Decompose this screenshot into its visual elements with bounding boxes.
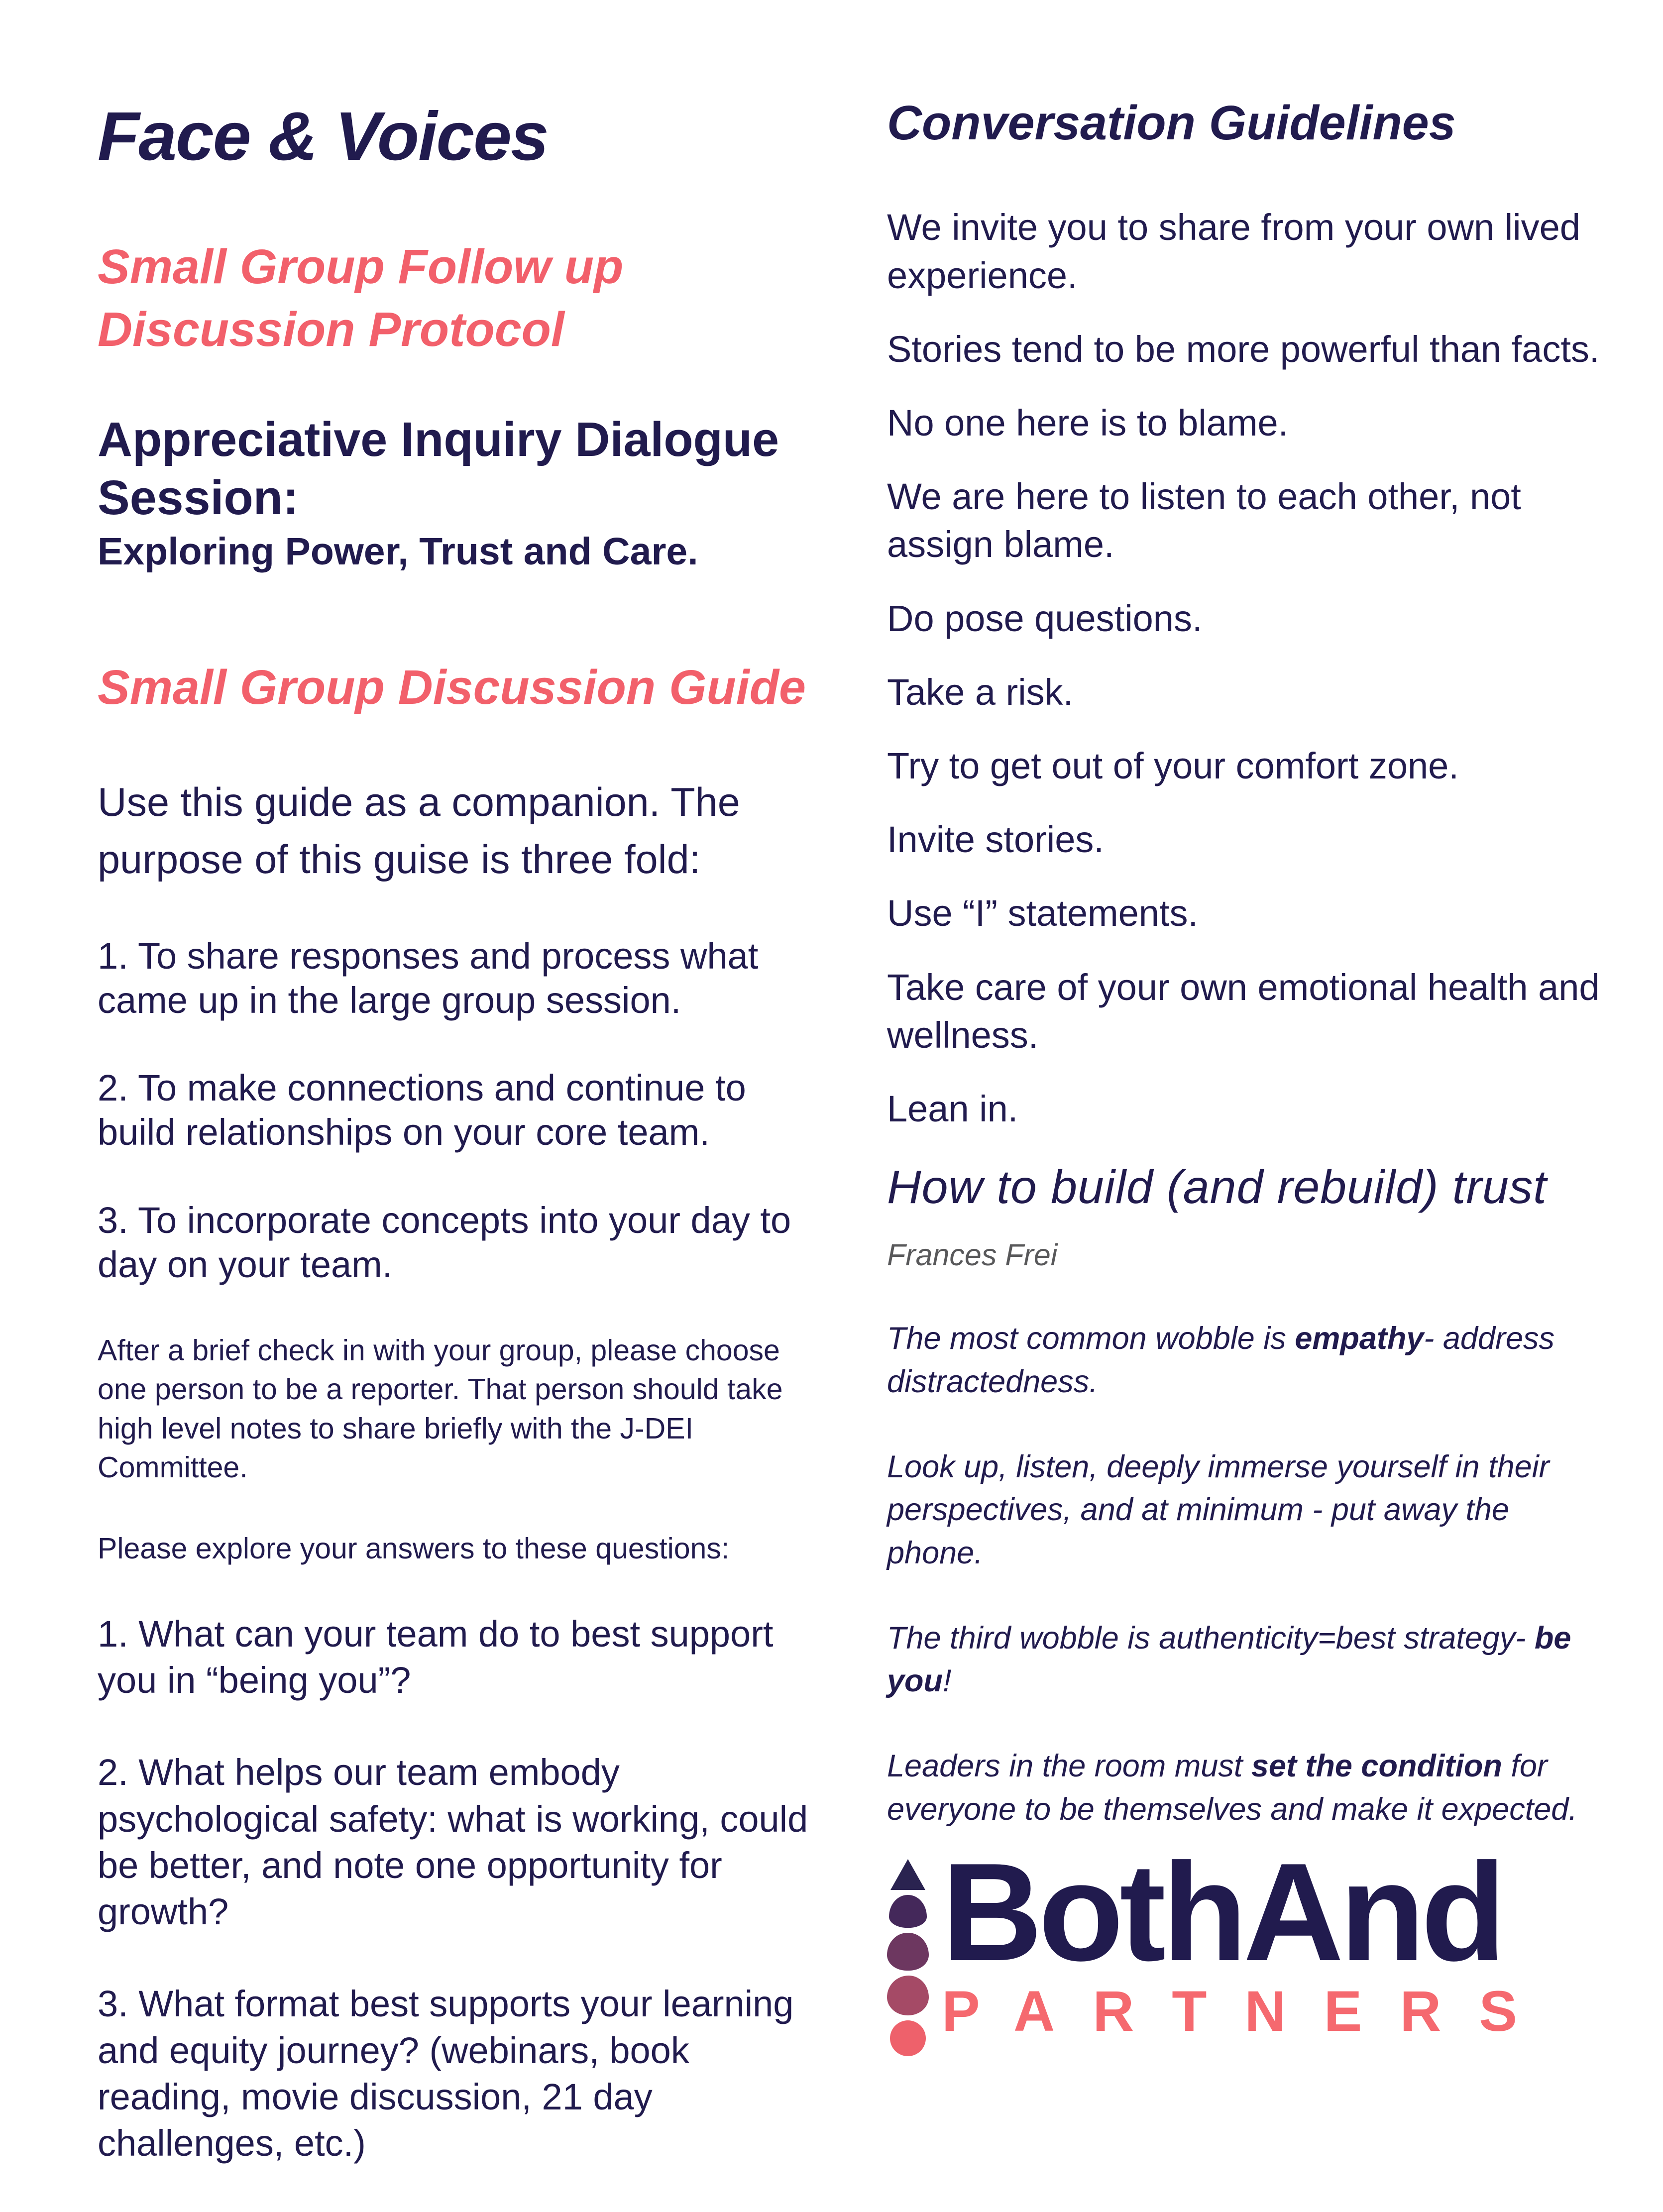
guideline-item: We invite you to share from your own lived experience. [887,207,1580,296]
guideline-item: Stories tend to be more powerful than facts. [887,328,1600,370]
guideline-item: No one here is to blame. [887,402,1289,444]
quote-bold-segment: set the condition [1251,1749,1502,1784]
quote-authenticity [887,1617,1604,1703]
egg-icon [887,1976,929,2015]
purpose-item-3: 3. To incorporate concepts into your day to day on your team. [98,1199,791,1285]
quote-segment: ! [943,1663,952,1699]
guide-heading: Small Group Discussion Guide [98,660,806,715]
quote-segment: Leaders in the room must [887,1749,1251,1784]
quote-look-up [887,1445,1604,1574]
bothand-partners-logo [887,1835,1604,2056]
guideline-item: Use “I” statements. [887,892,1199,934]
logo-sub-wordmark: PARTNERS [942,1980,1555,2044]
guideline-item: Lean in. [887,1088,1018,1129]
left-column [98,98,829,2212]
right-column [887,95,1604,2056]
logo-text [942,1835,1555,2044]
purpose-item-1: 1. To share responses and process what came up in the large group session. [98,935,759,1021]
triangle-icon [890,1859,925,1890]
guidelines-heading: Conversation Guidelines [887,96,1456,150]
purpose-item-2: 2. To make connections and continue to build relationships on your core team. [98,1067,746,1153]
page-title: Face & Voices [98,98,548,175]
reporter-note: After a brief check in with your group, please choose one person to be a reporter. That person should take high level notes to share briefly with the J-DEI Committee. [98,1333,783,1484]
protocol-subtitle: Small Group Follow up Discussion Protocol [98,239,624,357]
circle-icon [890,2020,926,2056]
guideline-item: Take a risk. [887,671,1074,713]
guideline-item: Try to get out of your comfort zone. [887,745,1459,786]
talk-title: How to build (and rebuild) trust [887,1161,1547,1214]
quote-empathy [887,1317,1604,1403]
explore-prompt: Please explore your answers to these questions: [98,1532,730,1565]
quote-segment: - address distractedness. [887,1321,1555,1399]
question-item-3: 3. What format best supports your learning and equity journey? (webinars, book reading, movie discussion, 21 day challenges, etc.) [98,1983,794,2164]
quote-bold-segment: be you [887,1620,1571,1699]
question-item-1: 1. What can your team do to best support you in “being you”? [98,1613,774,1701]
guide-intro: Use this guide as a companion. The purpose of this guise is three fold: [98,779,740,882]
pebble-icon [887,1933,929,1971]
guideline-item: Invite stories. [887,819,1104,861]
quote-segment: Look up, listen, deeply immerse yourself in their perspectives, and at minimum - put away the phone. [887,1449,1550,1570]
talk-author: Frances Frei [887,1238,1058,1272]
quote-bold-segment: empathy [1295,1321,1424,1356]
guideline-item: Take care of your own emotional health and wellness. [887,966,1600,1056]
quote-segment: for everyone to be themselves and make it expected. [887,1749,1577,1827]
session-subtitle: Exploring Power, Trust and Care. [98,530,698,573]
guideline-item: We are here to listen to each other, not assign blame. [887,476,1521,565]
guideline-item: Do pose questions. [887,597,1203,639]
quote-segment: The third wobble is authenticity=best strategy- [887,1620,1535,1656]
session-title: Appreciative Inquiry Dialogue Session: [98,412,779,525]
quote-segment: The most common wobble is [887,1321,1295,1356]
pebble-icon [889,1895,927,1928]
logo-shapes-icon [887,1853,929,2056]
question-item-2: 2. What helps our team embody psychological safety: what is working, could be better, and note one opportunity for growth? [98,1752,808,1933]
logo-wordmark: BothAnd [942,1835,1502,1991]
quote-leaders [887,1745,1604,1831]
